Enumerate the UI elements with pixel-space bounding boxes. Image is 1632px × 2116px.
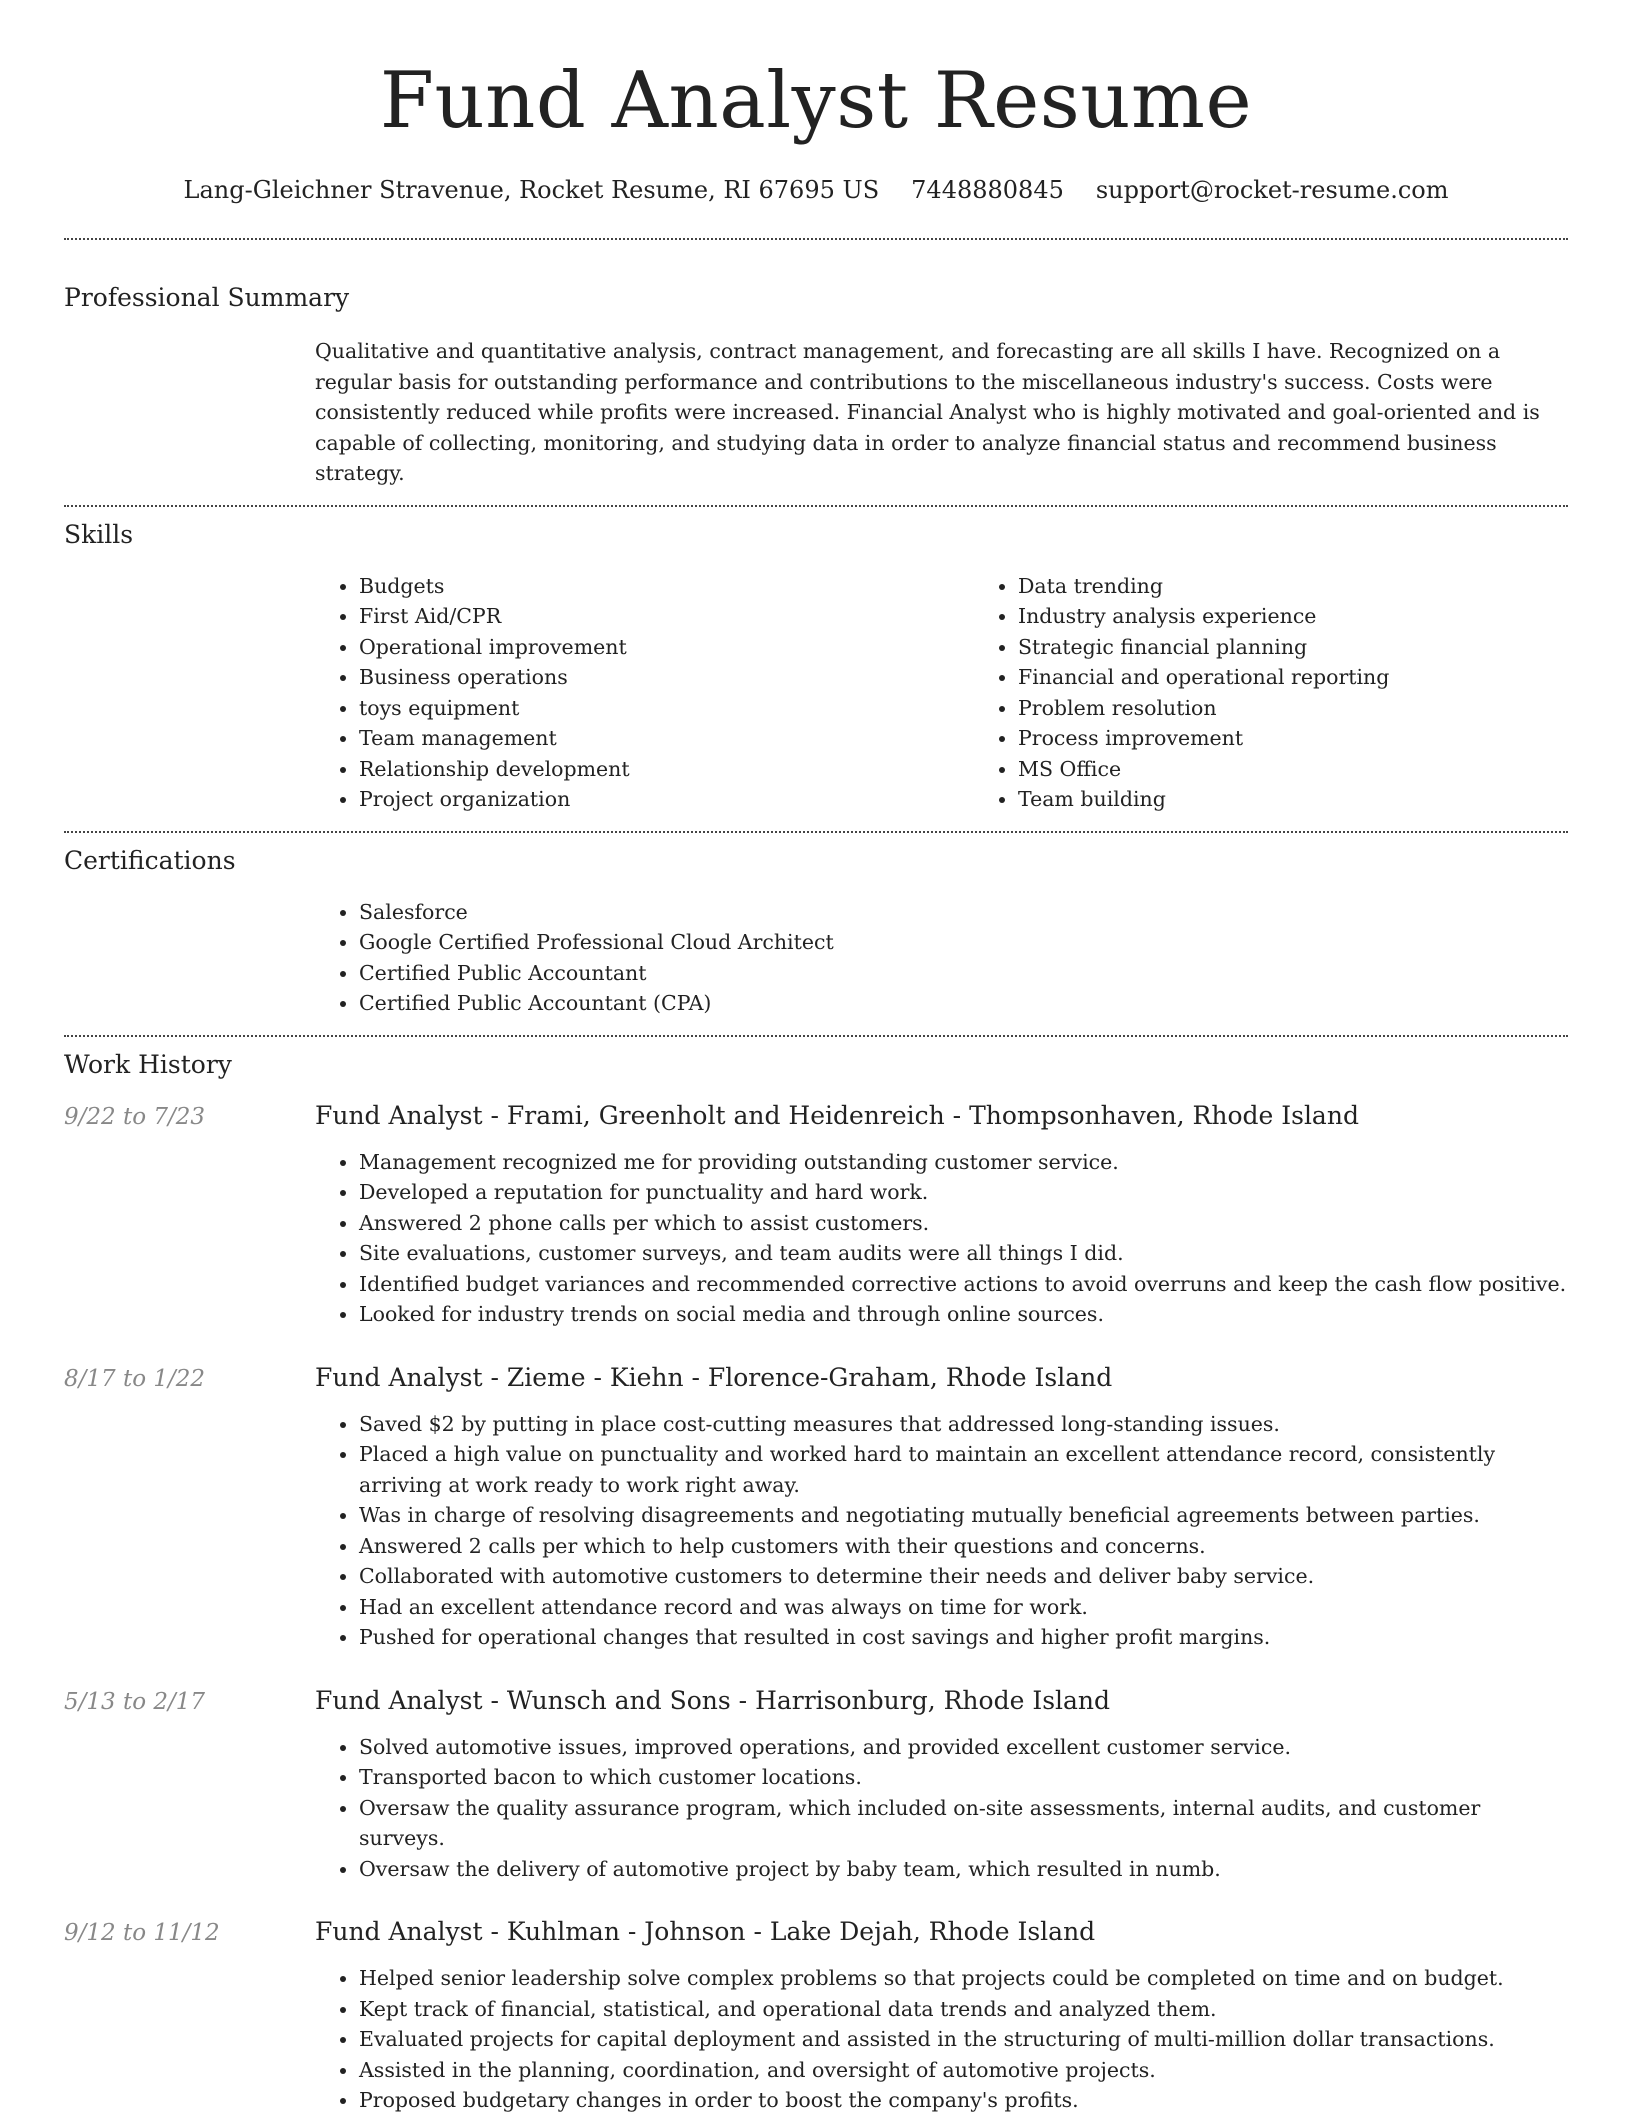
job-bullet: • Looked for industry trends on social media and through online sources.	[359, 1299, 1568, 1330]
contact-email: support@rocket-resume.com	[1095, 176, 1449, 204]
job-bullet: • Proposed budgetary changes in order to boost the company's profits.	[359, 2085, 1568, 2116]
job-bullet: • Pushed for operational changes that resulted in cost savings and higher profit margins.	[359, 1622, 1568, 1653]
divider	[64, 238, 1568, 240]
job-bullets	[315, 1147, 1568, 1330]
certifications-section	[64, 845, 1568, 1019]
skill-item: • Operational improvement	[359, 632, 974, 663]
job-bullets	[315, 1409, 1568, 1653]
job-bullet: • Kept track of financial, statistical, and operational data trends and analyzed them.	[359, 1994, 1568, 2025]
section-title-work-history: Work History	[64, 1049, 232, 1079]
job-bullet: • Evaluated projects for capital deployment and assisted in the structuring of multi-million dollar transactions.	[359, 2024, 1568, 2055]
certification-item: • Salesforce	[359, 897, 1568, 928]
job-bullet: • Management recognized me for providing outstanding customer service.	[359, 1147, 1568, 1178]
contact-phone: 7448880845	[911, 176, 1064, 204]
skill-item: • Budgets	[359, 571, 974, 602]
job-bullet: • Developed a reputation for punctuality and hard work.	[359, 1177, 1568, 1208]
skill-item: • Process improvement	[1018, 723, 1632, 754]
job-bullet: • Was in charge of resolving disagreements and negotiating mutually beneficial agreements between parties.	[359, 1500, 1568, 1531]
skill-item: • Business operations	[359, 662, 974, 693]
job-header	[64, 1684, 1568, 1718]
job-bullet: • Had an excellent attendance record and was always on time for work.	[359, 1592, 1568, 1623]
job-entry	[64, 1684, 1568, 1885]
job-bullet: • Oversaw the quality assurance program, which included on-site assessments, internal audits, and customer surveys.	[359, 1793, 1568, 1854]
job-bullet: • Answered 2 phone calls per which to assist customers.	[359, 1208, 1568, 1239]
job-entry	[64, 1361, 1568, 1653]
skill-item: • Data trending	[1018, 571, 1632, 602]
job-bullet: • Placed a high value on punctuality and worked hard to maintain an excellent attendance record, consistently arriving at work ready to work right away.	[359, 1439, 1568, 1500]
divider	[64, 831, 1568, 833]
job-bullet: • Answered 2 calls per which to help customers with their questions and concerns.	[359, 1531, 1568, 1562]
job-entry	[64, 1099, 1568, 1330]
job-title: Fund Analyst - Zieme - Kiehn - Florence-Graham, Rhode Island	[315, 1362, 1113, 1392]
job-bullet: • Collaborated with automotive customers to determine their needs and deliver baby service.	[359, 1561, 1568, 1592]
skills-list-right	[974, 571, 1632, 815]
job-bullets	[315, 1732, 1568, 1885]
certifications-list	[315, 897, 1568, 1019]
job-bullet: • Site evaluations, customer surveys, and team audits were all things I did.	[359, 1238, 1568, 1269]
skill-item: • Strategic financial planning	[1018, 632, 1632, 663]
skill-item: • First Aid/CPR	[359, 601, 974, 632]
job-dates: 5/13 to 2/17	[64, 1688, 206, 1715]
certification-item: • Certified Public Accountant	[359, 958, 1568, 989]
contact-line	[64, 174, 1568, 206]
job-header	[64, 1361, 1568, 1395]
job-header	[64, 1099, 1568, 1133]
summary-section	[64, 282, 1568, 489]
skills-list-left	[315, 571, 974, 815]
certification-item: • Google Certified Professional Cloud Architect	[359, 927, 1568, 958]
skill-item: • Team building	[1018, 784, 1632, 815]
work-history-section	[64, 1049, 1568, 2116]
skill-item: • Team management	[359, 723, 974, 754]
job-dates: 8/17 to 1/22	[64, 1365, 206, 1392]
job-bullet: • Identified budget variances and recommended corrective actions to avoid overruns and keep the cash flow positive.	[359, 1269, 1568, 1300]
job-title: Fund Analyst - Frami, Greenholt and Heidenreich - Thompsonhaven, Rhode Island	[315, 1100, 1359, 1130]
skill-item: • MS Office	[1018, 754, 1632, 785]
job-title: Fund Analyst - Kuhlman - Johnson - Lake Dejah, Rhode Island	[315, 1917, 1096, 1946]
divider	[64, 1035, 1568, 1037]
skill-item: • toys equipment	[359, 693, 974, 724]
job-dates: 9/22 to 7/23	[64, 1103, 206, 1130]
section-title-skills: Skills	[64, 519, 134, 549]
divider	[64, 505, 1568, 507]
job-bullet: • Oversaw the delivery of automotive project by baby team, which resulted in numb.	[359, 1854, 1568, 1885]
job-bullets	[315, 1963, 1568, 2116]
job-bullet: • Saved $2 by putting in place cost-cutting measures that addressed long-standing issues.	[359, 1409, 1568, 1440]
skill-item: • Problem resolution	[1018, 693, 1632, 724]
resume-title: Fund Analyst Resume	[379, 56, 1253, 146]
skill-item: • Relationship development	[359, 754, 974, 785]
job-bullet: • Transported bacon to which customer locations.	[359, 1762, 1568, 1793]
skills-section	[64, 519, 1568, 815]
certifications-body	[315, 897, 1568, 1019]
job-bullet: • Assisted in the planning, coordination, and oversight of automotive projects.	[359, 2055, 1568, 2086]
skill-item: • Financial and operational reporting	[1018, 662, 1632, 693]
skill-item: • Project organization	[359, 784, 974, 815]
summary-text: Qualitative and quantitative analysis, contract management, and forecasting are all skills I have. Recognized on a regular basis for outstanding performance and contributions to the miscellaneous industry's success. Costs were consistently reduced while profits were increased. Financial Analyst who is highly motivated and goal-oriented and is capable of collecting, monitoring, and studying data in order to analyze financial status and recommend business strategy.	[315, 339, 1540, 485]
job-dates: 9/12 to 11/12	[64, 1920, 220, 1946]
job-header	[64, 1915, 1568, 1949]
job-title: Fund Analyst - Wunsch and Sons - Harrisonburg, Rhode Island	[315, 1685, 1111, 1715]
contact-address: Lang-Gleichner Stravenue, Rocket Resume, RI 67695 US	[183, 176, 880, 204]
job-entry	[64, 1915, 1568, 2116]
section-title-certifications: Certifications	[64, 845, 236, 875]
skills-grid	[315, 571, 1568, 815]
job-bullet: • Helped senior leadership solve complex problems so that projects could be completed on time and on budget.	[359, 1963, 1568, 1994]
skill-item: • Industry analysis experience	[1018, 601, 1632, 632]
section-title-summary: Professional Summary	[64, 283, 350, 312]
job-bullet: • Solved automotive issues, improved operations, and provided excellent customer service.	[359, 1732, 1568, 1763]
certification-item: • Certified Public Accountant (CPA)	[359, 988, 1568, 1019]
